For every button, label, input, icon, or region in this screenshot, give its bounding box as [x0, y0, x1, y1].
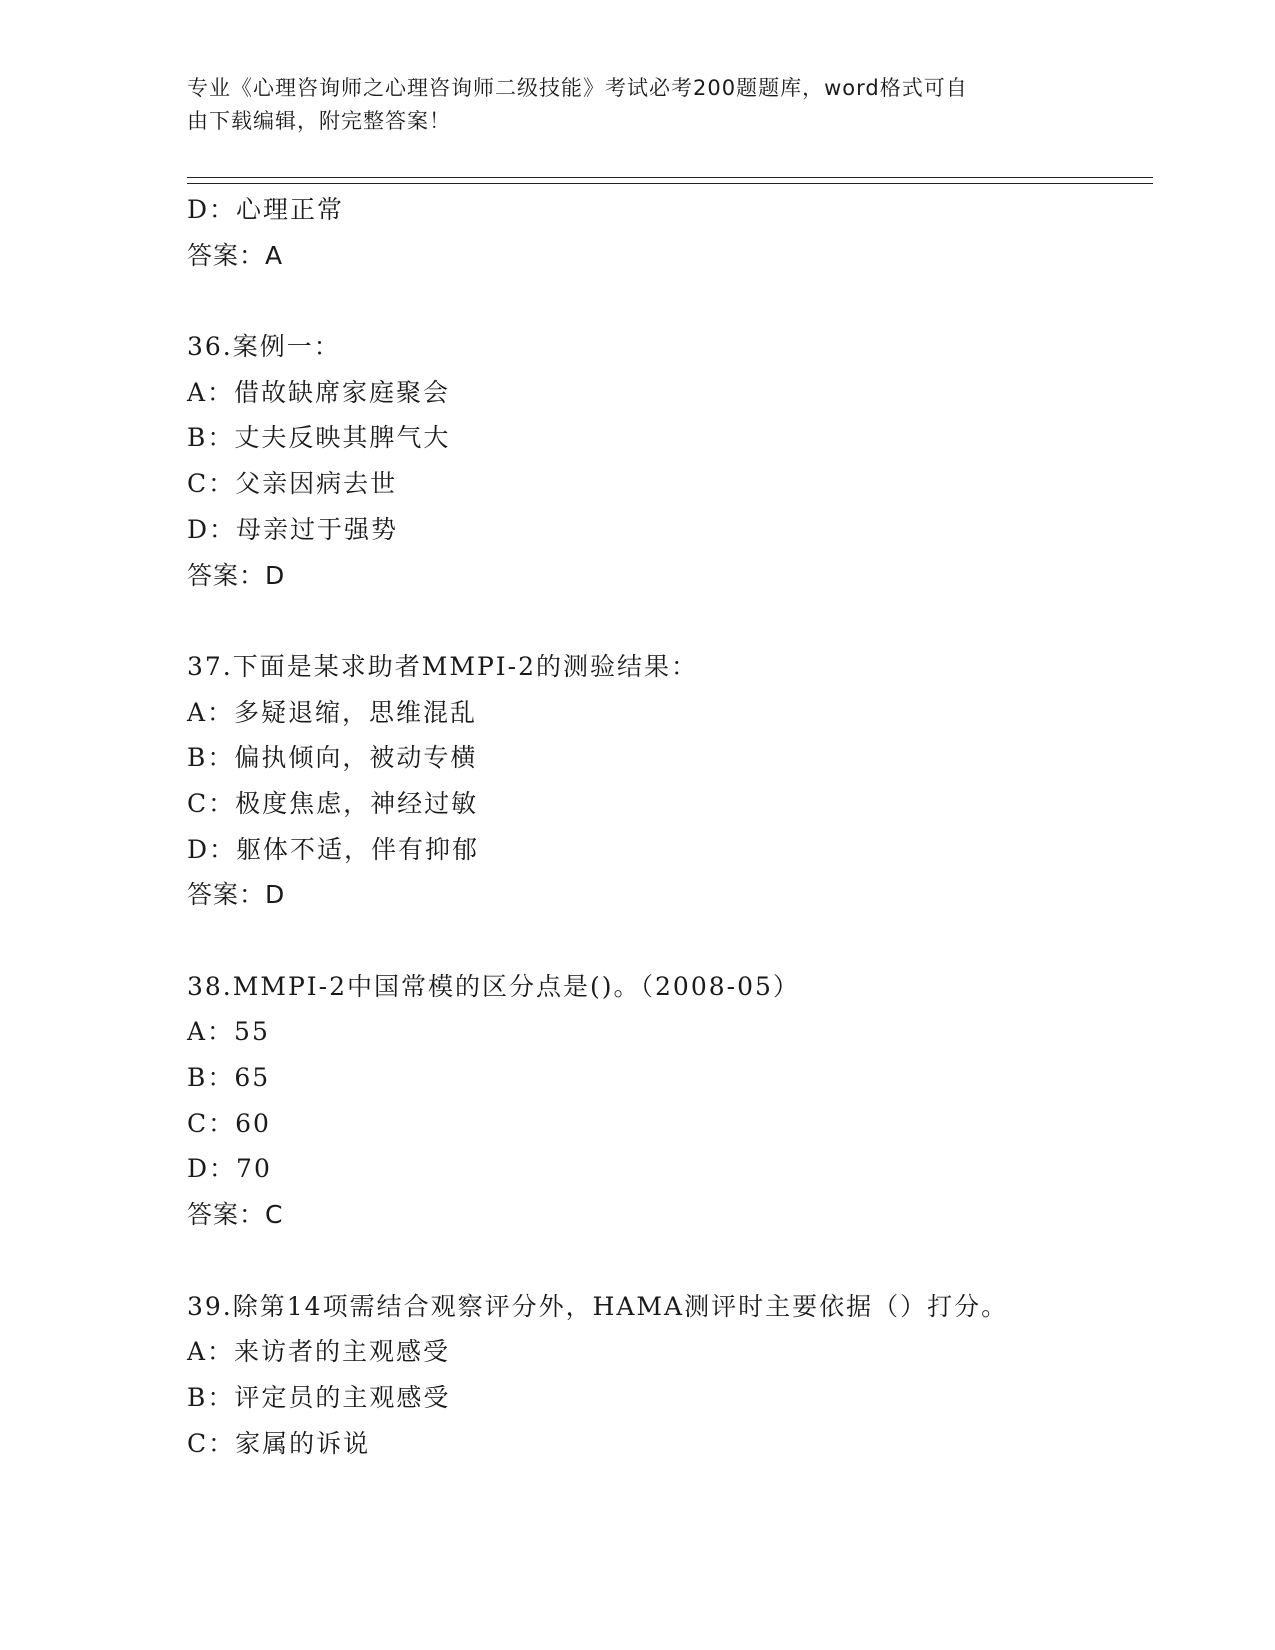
option-b: B：评定员的主观感受 [187, 1382, 451, 1412]
header-line-1: 专业《心理咨询师之心理咨询师二级技能》考试必考200题题库，word格式可自 [187, 76, 968, 100]
question-list [187, 187, 1153, 1466]
answer: 答案：D [187, 880, 286, 910]
answer: 答案：C [187, 1200, 284, 1230]
option-a: A：来访者的主观感受 [187, 1337, 451, 1367]
question-stem: 36.案例一： [187, 332, 341, 362]
answer: 答案：D [187, 560, 286, 590]
header-line-2: 由下载编辑，附完整答案！ [187, 109, 451, 133]
option-a: A：多疑退缩，思维混乱 [187, 697, 478, 727]
option-c: C：父亲因病去世 [187, 469, 398, 499]
option-d: D：70 [187, 1154, 272, 1184]
question-stem: 37.下面是某求助者MMPI-2的测验结果： [187, 651, 699, 681]
option-a: A：借故缺席家庭聚会 [187, 377, 451, 407]
question-36 [187, 324, 1153, 598]
header-divider-bottom [187, 183, 1153, 184]
option-d: D：母亲过于强势 [187, 514, 399, 544]
document-header [187, 72, 1087, 138]
question-stem: 39.除第14项需结合观察评分外，HAMA测评时主要依据（）打分。 [187, 1291, 1009, 1321]
option-c: C：极度焦虑，神经过敏 [187, 788, 479, 818]
question-37 [187, 644, 1153, 918]
question-39 [187, 1284, 1153, 1467]
option-b: B：偏执倾向，被动专横 [187, 743, 478, 773]
header-divider-top [187, 177, 1153, 178]
option-a: A：55 [187, 1017, 270, 1047]
option-b: B：65 [187, 1063, 271, 1093]
option-b: B：丈夫反映其脾气大 [187, 423, 451, 453]
answer: 答案：A [187, 240, 284, 270]
spacer [187, 598, 1153, 644]
question-stem: 38.MMPI-2中国常模的区分点是()。（2008-05） [187, 971, 800, 1001]
option-c: C：60 [187, 1108, 271, 1138]
question-38 [187, 964, 1153, 1238]
spacer [187, 918, 1153, 964]
option-c: C：家属的诉说 [187, 1428, 371, 1458]
option-d: D：心理正常 [187, 195, 345, 224]
spacer [187, 278, 1153, 324]
spacer [187, 1238, 1153, 1284]
option-d: D：躯体不适，伴有抑郁 [187, 834, 480, 864]
